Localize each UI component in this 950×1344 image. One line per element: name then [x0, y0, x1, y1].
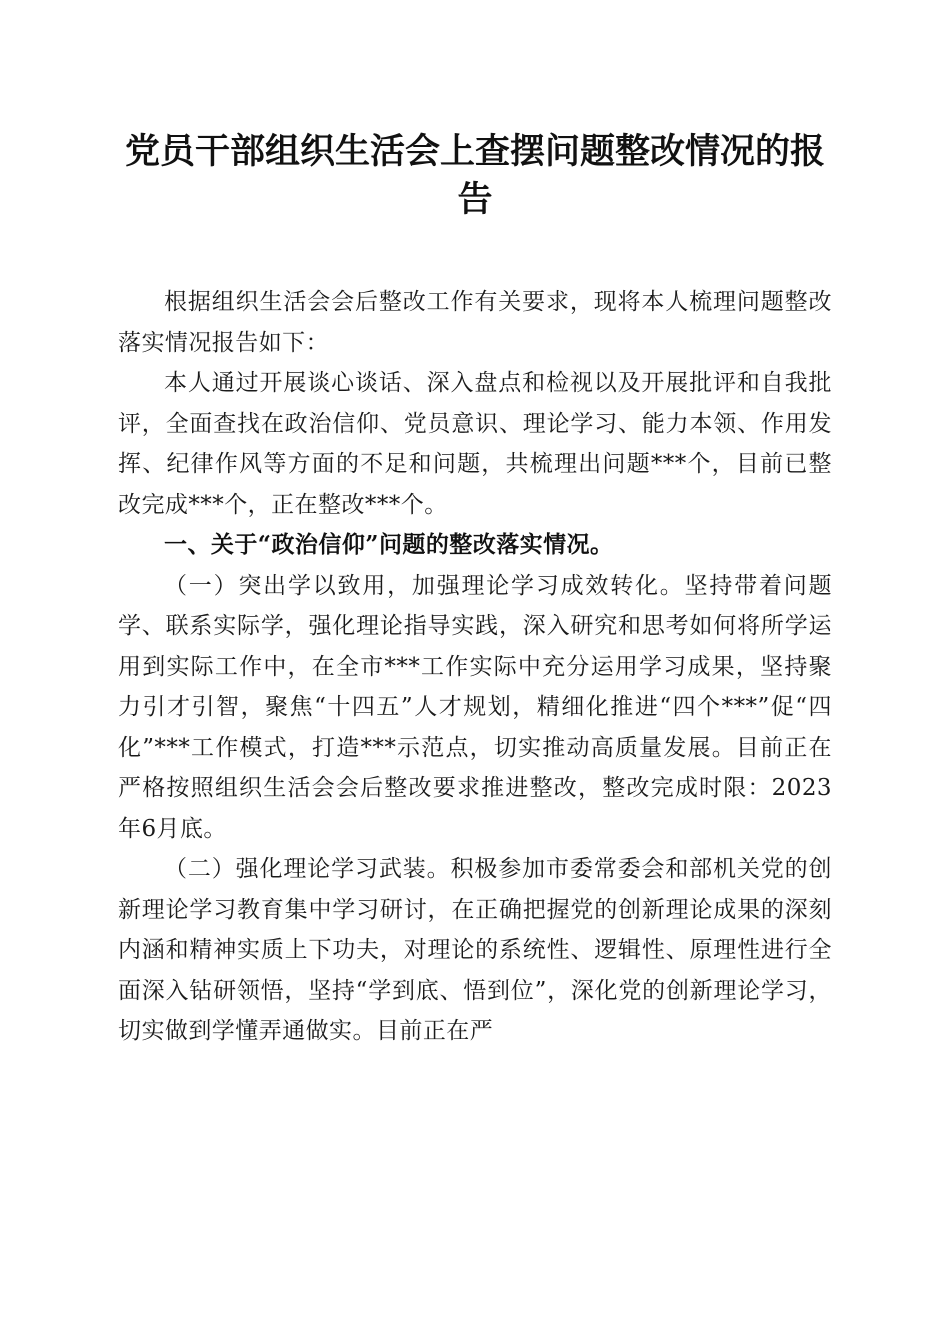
section-heading: 一、关于“政治信仰”问题的整改落实情况。: [164, 531, 614, 558]
document-page: [118, 128, 832, 1052]
item-lead-2: （二）强化理论学习武装。: [164, 856, 451, 882]
item-lead-1: （一）突出学以致用，加强理论学习成效转化。: [164, 572, 685, 599]
intro-paragraph: 根据组织生活会会后整改工作有关要求，现将本人梳理问题整改落实情况报告如下：: [118, 289, 832, 356]
item-paragraph-2: [118, 849, 832, 1052]
summary-paragraph: 本人通过开展谈心谈话、深入盘点和检视以及开展批评和自我批评，全面查找在政治信仰、党员意识、理论学习、能力本领、作用发挥、纪律作风等方面的不足和问题，共梳理出问题***个，目前已整改完成***个，正在整改***个。: [118, 370, 832, 518]
item-body-2: 积极参加市委常委会和部机关党的创新理论学习教育集中学习研讨，在正确把握党的创新理论成果的深刻内涵和精神实质上下功夫，对理论的系统性、逻辑性、原理性进行全面深入钻研领悟，坚持“学到底、悟到位”，深化党的创新理论学习，切实做到学懂弄通做实。目前正在严: [118, 856, 832, 1044]
item-paragraph-1: [118, 566, 832, 850]
document-title: 党员干部组织生活会上查摆问题整改情况的报告: [124, 131, 825, 220]
item-body-1: 坚持带着问题学、联系实际学，强化理论指导实践，深入研究和思考如何将所学运用到实际工作中，在全市***工作实际中充分运用学习成果，坚持聚力引才引智，聚焦“十四五”人才规划，精细化推进“四个***”促“四化”***工作模式，打造***示范点，切实推动高质量发展。目前正在严格按照组织生活会会后整改要求推进整改，整改完成时限：2023年6月底。: [118, 572, 832, 842]
